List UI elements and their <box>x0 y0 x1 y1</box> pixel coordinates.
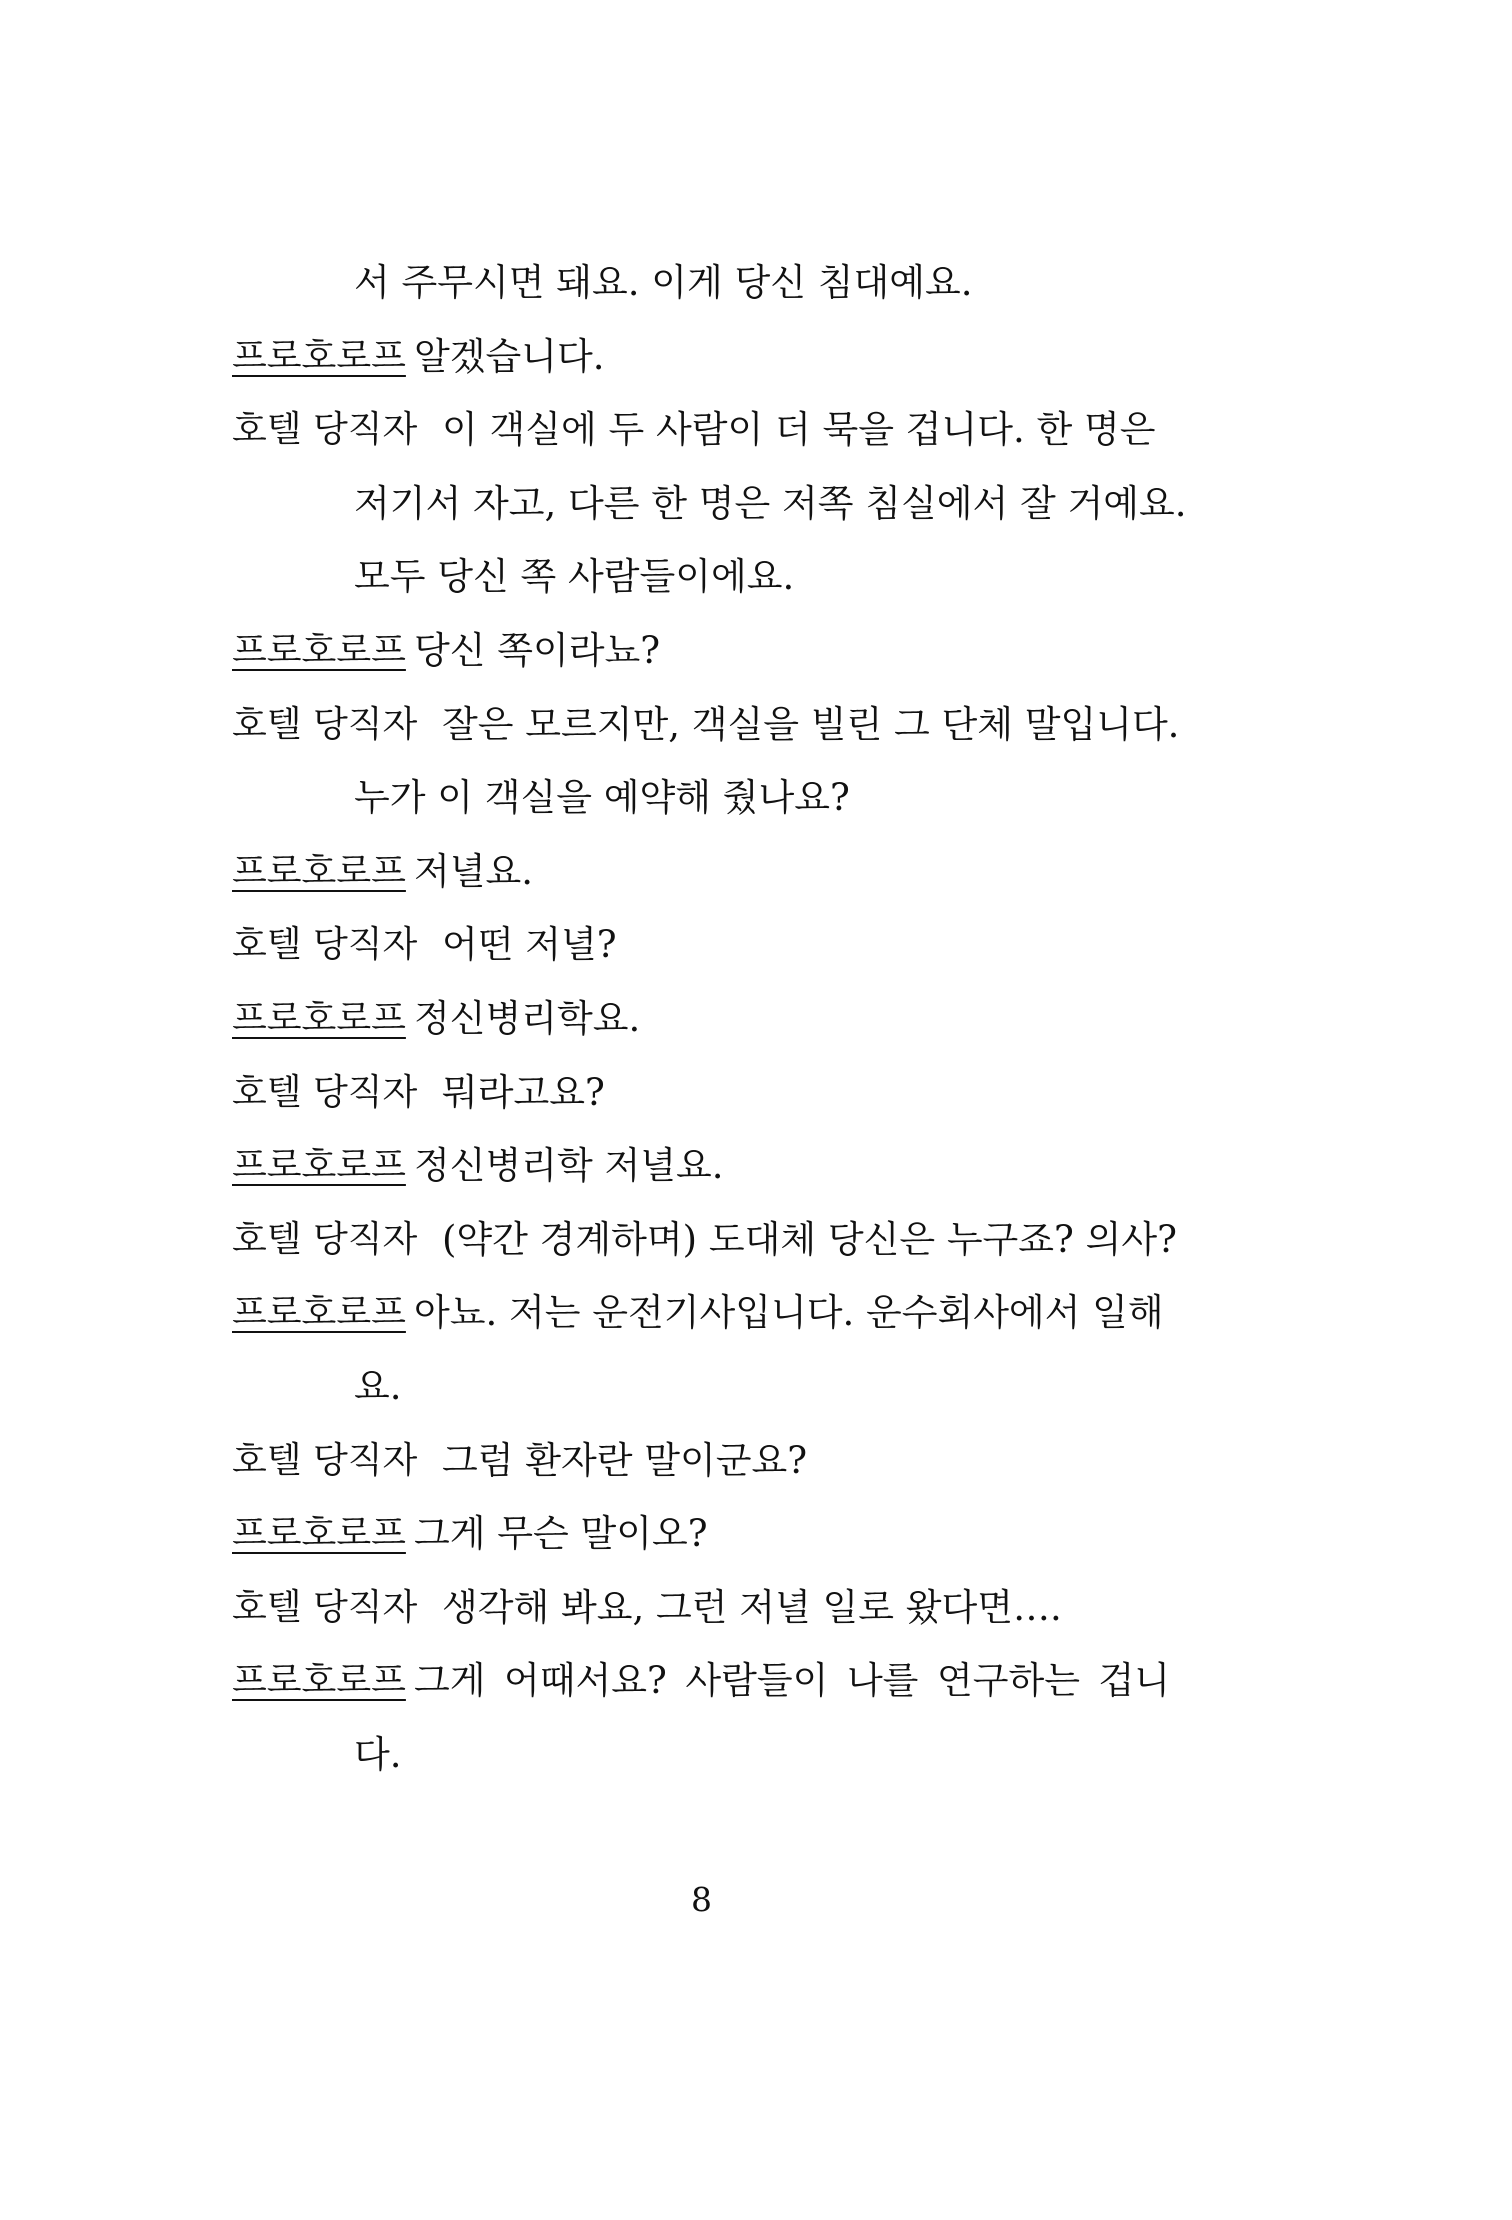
dialogue-text: 당신 쪽이라뇨? <box>414 628 661 672</box>
dialogue-line <box>232 1424 1177 1498</box>
dialogue-text: 그럼 환자란 말이군요? <box>442 1438 808 1482</box>
dialogue-line <box>232 614 1177 688</box>
speaker-name: 호텔 당직자 <box>232 1586 418 1628</box>
dialogue-line <box>232 1129 1177 1203</box>
dialogue-text: 저기서 자고, 다른 한 명은 저쪽 침실에서 잘 거예요. <box>354 481 1187 525</box>
dialogue-text: 모두 당신 쪽 사람들이에요. <box>354 555 795 599</box>
dialogue-text: (약간 경계하며) 도대체 당신은 누구죠? 의사? <box>442 1217 1177 1261</box>
dialogue-text: 어떤 저녈? <box>442 923 617 967</box>
dialogue-text: 요. <box>354 1364 402 1408</box>
dialogue-line <box>232 1350 1177 1424</box>
page-number: 8 <box>691 1880 712 1919</box>
dialogue-text: 이 객실에 두 사람이 더 묵을 겁니다. 한 명은 <box>442 408 1156 452</box>
speaker-name: 호텔 당직자 <box>232 1071 418 1113</box>
dialogue-text: 서 주무시면 돼요. 이게 당신 침대예요. <box>354 261 973 304</box>
dialogue-text: 누가 이 객실을 예약해 줬나요? <box>354 776 850 820</box>
speaker-name: 프로호로프 <box>232 629 406 671</box>
dialogue-text: 잘은 모르지만, 객실을 빌린 그 단체 말입니다. <box>442 702 1180 746</box>
play-script <box>232 246 1187 1791</box>
dialogue-text: 그게 어때서요? 사람들이 나를 연구하는 겁니 <box>414 1659 1170 1703</box>
speaker-name: 프로호로프 <box>232 335 406 377</box>
dialogue-text: 정신병리학요. <box>414 996 641 1040</box>
speaker-name: 호텔 당직자 <box>232 703 418 745</box>
dialogue-line <box>232 393 1177 467</box>
speaker-name: 프로호로프 <box>232 1660 406 1702</box>
speaker-name: 호텔 당직자 <box>232 924 418 966</box>
speaker-name: 프로호로프 <box>232 997 406 1039</box>
dialogue-line <box>232 467 1187 541</box>
dialogue-text: 정신병리학 저녈요. <box>414 1144 724 1188</box>
speaker-name: 프로호로프 <box>232 1145 406 1187</box>
dialogue-text: 생각해 봐요, 그런 저녈 일로 왔다면…. <box>442 1585 1062 1629</box>
speaker-name: 호텔 당직자 <box>232 1218 418 1260</box>
dialogue-text: 저녈요. <box>414 849 533 893</box>
speaker-name: 호텔 당직자 <box>232 1439 418 1481</box>
dialogue-text: 그게 무슨 말이오? <box>414 1512 708 1556</box>
dialogue-line <box>232 688 1180 762</box>
dialogue-line <box>232 1497 1177 1571</box>
dialogue-text: 알겠습니다. <box>414 334 605 378</box>
dialogue-line <box>232 540 1177 614</box>
speaker-name: 호텔 당직자 <box>232 409 418 451</box>
dialogue-line <box>232 982 1177 1056</box>
dialogue-line <box>232 1276 1177 1350</box>
dialogue-line <box>232 1644 1177 1718</box>
speaker-name: 프로호로프 <box>232 1292 406 1334</box>
dialogue-line <box>232 761 1177 835</box>
speaker-name: 프로호로프 <box>232 850 406 892</box>
speaker-name: 프로호로프 <box>232 1513 406 1555</box>
dialogue-line <box>232 908 1177 982</box>
dialogue-line <box>232 835 1177 909</box>
dialogue-text: 아뇨. 저는 운전기사입니다. 운수회사에서 일해 <box>414 1291 1164 1335</box>
dialogue-text: 뭐라고요? <box>442 1070 605 1114</box>
dialogue-line <box>232 1718 1177 1792</box>
dialogue-line <box>232 246 1177 320</box>
dialogue-line <box>232 1203 1177 1277</box>
dialogue-line <box>232 1571 1177 1645</box>
dialogue-text: 다. <box>354 1732 402 1776</box>
dialogue-line <box>232 1056 1177 1130</box>
dialogue-line <box>232 320 1177 394</box>
